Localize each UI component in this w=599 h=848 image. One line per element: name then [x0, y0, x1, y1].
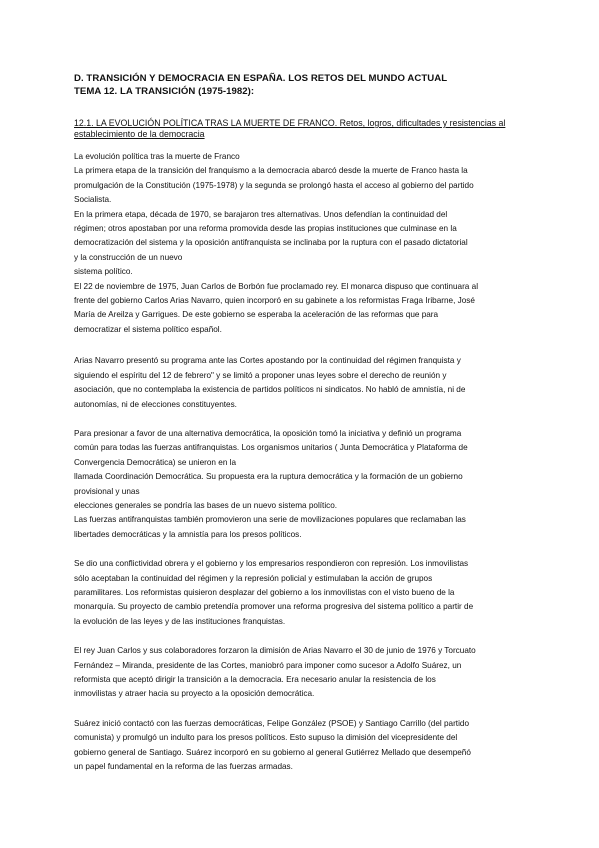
paragraph-line: gobierno general de Santiago. Suárez incorporó en su gobierno al general Gutiérrez Mellado que desempeñó: [74, 747, 471, 757]
paragraph-line: La primera etapa de la transición del franquismo a la democracia abarcó desde la muerte de Franco hasta la: [74, 166, 468, 176]
paragraph-suarez: [74, 717, 532, 775]
paragraph-line: comunista) y promulgó un indulto para los presos políticos. Esto supuso la dimisión del vicepresidente del: [74, 733, 458, 743]
paragraph-line: inmovilistas y atraer hacia su proyecto a la oposición democrática.: [74, 689, 315, 699]
paragraph-line: monarquía. Su proyecto de cambio pretendía promover una reforma progresiva del sistema político a partir de: [74, 602, 474, 612]
spacer: [74, 629, 532, 644]
paragraph-line: común para todas las fuerzas antifranquistas. Los organismos unitarios ( Junta Democrática y Plataforma de: [74, 443, 468, 453]
paragraph-oposicion: [74, 427, 532, 542]
paragraph-line: autonomías, ni de elecciones constituyentes.: [74, 399, 237, 409]
paragraph-line: libertades democráticas y la amnistía para los presos políticos.: [74, 529, 302, 539]
paragraph-line: El 22 de noviembre de 1975, Juan Carlos de Borbón fue proclamado rey. El monarca dispuso que continuara al: [74, 281, 479, 291]
paragraph-line: paramilitares. Los reformistas quisieron desplazar del gobierno a los inmovilistas con el visto bueno de la: [74, 587, 455, 597]
paragraph-conflictividad: [74, 557, 532, 629]
paragraph-line: llamada Coordinación Democrática. Su propuesta era la ruptura democrática y la formación de un gobierno: [74, 472, 463, 482]
paragraph-line: democratización del sistema y la oposición antifranquista se inclinaba por la ruptura con el pasado dictatorial: [74, 238, 468, 248]
paragraph-arias-navarro: [74, 354, 532, 412]
paragraph-line: Suárez inició contactó con las fuerzas democráticas, Felipe González (PSOE) y Santiago Carrillo (del partido: [74, 718, 470, 728]
section-title: 12.1. LA EVOLUCIÓN POLÍTICA TRAS LA MUERTE DE FRANCO. Retos, logros, dificultades y resistencias al establecimiento de la democracia: [74, 118, 506, 139]
topic-heading: TEMA 12. LA TRANSICIÓN (1975-1982):: [74, 86, 255, 97]
spacer: [74, 412, 532, 427]
paragraph-line: elecciones generales se pondría las bases de un nuevo sistema político.: [74, 500, 338, 510]
spacer: [74, 140, 532, 150]
spacer: [74, 542, 532, 557]
spacer: [74, 702, 532, 717]
paragraph-line: promulgación de la Constitución (1975-1978) y la segunda se prolongó hasta el acceso al gobierno del partido: [74, 180, 474, 190]
paragraph-evolucion: [74, 150, 532, 337]
paragraph-line: provisional y unas: [74, 486, 140, 496]
unit-heading: D. TRANSICIÓN Y DEMOCRACIA EN ESPAÑA. LOS RETOS DEL MUNDO ACTUAL: [74, 73, 448, 84]
document-page: [74, 72, 532, 774]
paragraph-line: democratizar el sistema político español.: [74, 324, 222, 334]
paragraph-line: La evolución política tras la muerte de Franco: [74, 152, 240, 161]
paragraph-line: asociación, que no contemplaba la existencia de partidos políticos ni sindicatos. No habló de amnistía, ni de: [74, 385, 466, 395]
paragraph-line: Las fuerzas antifranquistas también promovieron una serie de movilizaciones populares que reclamaban las: [74, 515, 466, 525]
paragraph-line: El rey Juan Carlos y sus colaboradores forzaron la dimisión de Arias Navarro el 30 de junio de 1976 y Torcuato: [74, 646, 476, 656]
paragraph-line: régimen; otros apostaban por una reforma promovida desde las propias instituciones que culminase en la: [74, 224, 457, 234]
spacer: [74, 337, 532, 354]
paragraph-line: sólo aceptaban la continuidad del régimen y la represión policial y estimulaban la acción de grupos: [74, 573, 433, 583]
paragraph-line: En la primera etapa, década de 1970, se barajaron tres alternativas. Unos defendían la continuidad del: [74, 209, 448, 219]
paragraph-line: reformista que aceptó dirigir la transición a la democracia. Era necesario anular la resistencia de los: [74, 675, 436, 684]
paragraph-line: Para presionar a favor de una alternativa democrática, la oposición tomó la iniciativa y definió un programa: [74, 428, 462, 438]
paragraph-line: Se dio una conflictividad obrera y el gobierno y los empresarios respondieron con represión. Los inmovilistas: [74, 559, 469, 569]
paragraph-line: María de Areilza y Garrigues. De este gobierno se esperaba la aceleración de las reformas que para: [74, 310, 439, 320]
paragraph-line: un papel fundamental en la reforma de las fuerzas armadas.: [74, 762, 293, 772]
paragraph-line: Fernández – Miranda, presidente de las Cortes, maniobró para imponer como sucesor a Adolfo Suárez, un: [74, 660, 462, 670]
paragraph-line: frente del gobierno Carlos Arias Navarro, quien incorporó en su gabinete a los reformistas Fraga Iribarne, José: [74, 296, 475, 306]
paragraph-dimision-arias: [74, 644, 532, 702]
paragraph-line: Arias Navarro presentó su programa ante las Cortes apostando por la continuidad del régimen franquista y: [74, 356, 461, 366]
paragraph-line: Convergencia Democrática) se unieron en la: [74, 457, 237, 467]
paragraph-line: y la construcción de un nuevo: [74, 252, 183, 262]
paragraph-line: la evolución de las leyes y de las instituciones franquistas.: [74, 616, 286, 626]
paragraph-line: siguiendo el espíritu del 12 de febrero" y se limitó a proponer unas leyes sobre el derecho de reunión y: [74, 370, 447, 380]
paragraph-line: Socialista.: [74, 195, 112, 205]
paragraph-line: sistema político.: [74, 267, 133, 277]
